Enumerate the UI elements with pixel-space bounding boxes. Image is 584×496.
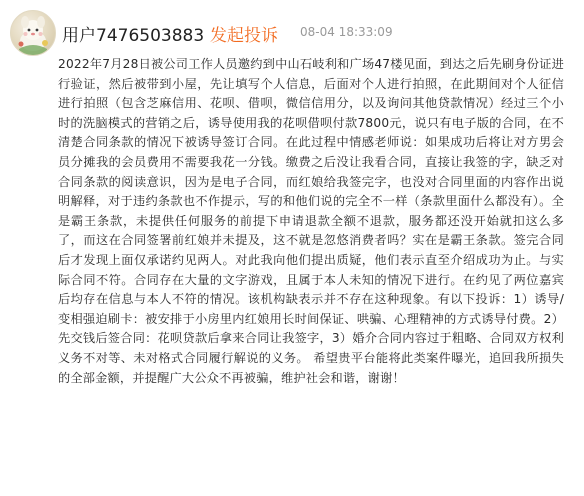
avatar-illustration (11, 11, 55, 55)
post-timestamp: 08-04 18:33:09 (300, 25, 393, 39)
file-complaint-link[interactable]: 发起投诉 (210, 26, 278, 46)
username[interactable]: 用户7476503883 (62, 26, 205, 46)
complaint-header (10, 10, 574, 56)
complaint-body-text: 2022年7月28日被公司工作人员邀约到中山石岐利和广场47楼见面，到达之后先刷身份证进行验证，然后被带到小屋，先让填写个人信息，后面对个人进行拍照，在此期间对个人征信进行拍照（包含芝麻信用、花呗、借呗，微信信用分，以及询问其他贷款情况）经过三个小时的洗脑模式的营销之后，诱导使用我的花呗借呗付款7800元，说只有电子版的合同，在不清楚合同条款的情况下被诱导签订合同。在此过程中情感老师说：如果成功后将让对方男会员分摊我的会员费用不需要我花一分钱。缴费之后没让我看合同，直接让我签的字，缺乏对合同条款的阅读意识，因为是电子合同，而红娘给我签完字，也没对合同里面的内容作出说明解释，对于违约条款也不作提示，写的和他们说的完全不一样（条款里面什么都没有）。全是霸王条款，未提供任何服务的前提下申请退款全额不退款，服务都还没开始就扣这么多了，而这在合同签署前红娘并未提及，这不就是忽悠消费者吗？实在是霸王条款。签完合同后才发现上面仅承诺约见两人。对此我向他们提出质疑，他们表示直至介绍成功为止。与实际合同不符。合同存在大量的文字游戏，且属于本人未知的情况下进行。在约见了两位嘉宾后均存在信息与本人不符的情况。该机构缺表示并不存在这种现象。有以下投诉：1）诱导/变相强迫刷卡：被安排于小房里内红娘用长时间保证、哄骗、心理精神的方式诱导付费。2）先交钱后签合同：花呗贷款后拿来合同让我签字，3）婚介合同内容过于粗略、合同双方权利义务不对等、未对格式合同履行解说的义务。 希望贵平台能将此类案件曝光，追回我所损失的全部金额，并提醒广大公众不再被骗，维护社会和谐，谢谢！ (58, 57, 564, 385)
cartoon-avatar-icon[interactable] (10, 10, 56, 56)
